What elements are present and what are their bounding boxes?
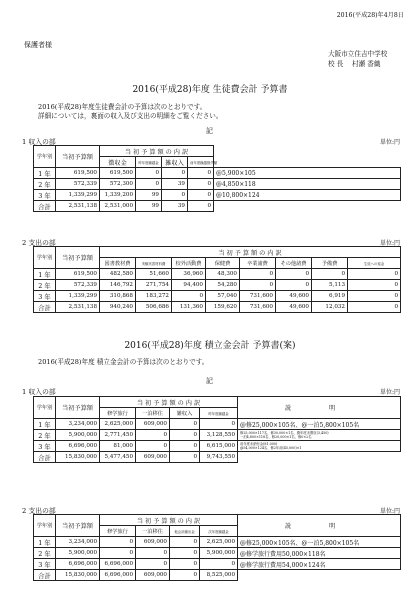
breakdown-header: 当 初 予 算 額 の 内 訳 — [100, 515, 238, 526]
value-cell: 482,580 — [100, 269, 136, 280]
total-label: 合計 — [34, 201, 56, 212]
principal-name: 校 長 村瀬 香織 — [328, 60, 381, 68]
total-label: 合計 — [34, 570, 56, 581]
school-info — [328, 49, 387, 69]
value-cell: 1,339,200 — [100, 190, 136, 201]
value-cell: 0 — [100, 537, 136, 548]
value-cell: 0 — [348, 291, 401, 302]
value-cell: 0 — [170, 452, 200, 463]
value-cell: 81,000 — [100, 441, 136, 452]
col-school-trip: 修学旅行 — [100, 526, 136, 537]
col-misc-income: 雑収入 — [162, 157, 188, 168]
intro-paragraph-1 — [38, 103, 223, 121]
year-cell: 1 年 — [34, 168, 56, 179]
col-carryover: 昨年度繰越金 — [200, 408, 238, 419]
value-cell: 2,531,138 — [56, 302, 100, 313]
value-cell: 3,234,000 — [56, 537, 100, 548]
table-total-row — [34, 302, 401, 313]
value-cell: 5,900,000 — [56, 548, 100, 559]
year-header: 学年別 — [34, 515, 56, 537]
section-expense-label-2: 2 支出の部 — [22, 507, 56, 515]
year-cell: 2 年 — [34, 280, 56, 291]
title-reserve-budget: 2016(平成28)年度 積立金会計 予算書(案) — [124, 341, 296, 351]
initial-budget-header: 当初予算額 — [56, 397, 100, 419]
value-cell: 94,400 — [172, 280, 206, 291]
col-reserve: 予備費 — [312, 258, 348, 269]
value-cell: 49,600 — [276, 291, 312, 302]
breakdown-header: 当 初 予 算 額 の 内 訳 — [100, 247, 401, 258]
year-cell: 1 年 — [34, 537, 56, 548]
value-cell: 12,032 — [312, 302, 348, 313]
note-cell: @10,800×124 — [214, 190, 401, 201]
value-cell: 15,830,000 — [56, 570, 100, 581]
value-cell: 572,339 — [56, 280, 100, 291]
value-cell: 0 — [100, 548, 136, 559]
value-cell: 0 — [200, 419, 238, 430]
intro-line-2: 詳細については，裏面の収入及び支出の明細をご覧ください。 — [38, 112, 223, 120]
ki-label: 記 — [206, 377, 213, 385]
value-cell: 0 — [188, 179, 214, 190]
value-cell: 0 — [170, 559, 200, 570]
value-cell: 51,660 — [136, 269, 172, 280]
explain-header — [238, 515, 401, 537]
year-cell: 3 年 — [34, 190, 56, 201]
note-cell: @修学旅行費用50,000×118名 — [238, 548, 401, 559]
value-cell: 183,272 — [136, 291, 172, 302]
value-cell: 609,000 — [136, 419, 170, 430]
intro-paragraph-2: 2016(平成28)年度 積立金会計の予算は次のとおりです。 — [38, 358, 209, 366]
value-cell: 3,234,000 — [56, 419, 100, 430]
value-cell: 0 — [170, 548, 200, 559]
table-row — [34, 419, 401, 430]
expense-table-reserve — [33, 514, 401, 581]
value-cell: 99 — [136, 190, 162, 201]
value-cell: 0 — [240, 269, 276, 280]
col-health: 保健費 — [206, 258, 240, 269]
table-header-row — [34, 397, 401, 408]
total-label: 合計 — [34, 302, 56, 313]
section-expense-label: 2 支出の部 — [22, 239, 56, 247]
ki-label: 記 — [206, 127, 213, 135]
value-cell: 0 — [348, 302, 401, 313]
note-cell: @4,850×118 — [214, 179, 401, 190]
col-carryover: 昨年度繰越金 — [136, 157, 162, 168]
value-cell: 6,615,000 — [200, 441, 238, 452]
value-cell: 49,600 — [276, 302, 312, 313]
table-header-row — [34, 247, 401, 258]
value-cell: 5,900,000 — [200, 548, 238, 559]
value-cell: 0 — [312, 269, 348, 280]
value-cell: 5,113 — [312, 280, 348, 291]
value-cell: 9,743,550 — [200, 452, 238, 463]
value-cell: 0 — [136, 430, 170, 441]
value-cell: 1,339,299 — [56, 291, 100, 302]
value-cell: 0 — [162, 168, 188, 179]
value-cell: 57,040 — [206, 291, 240, 302]
table-total-row — [34, 201, 401, 212]
value-cell: 619,500 — [100, 168, 136, 179]
unit-label: 単位:円 — [379, 240, 400, 247]
value-cell: 5,900,000 — [56, 430, 100, 441]
table-row — [34, 559, 401, 570]
value-cell: 609,000 — [136, 570, 170, 581]
value-cell: 0 — [348, 280, 401, 291]
value-cell: 0 — [136, 168, 162, 179]
intro-line-1: 2016(平成28)年度生徒費会計の予算は次のとおりです。 — [38, 103, 207, 111]
value-cell: 0 — [170, 441, 200, 452]
value-cell: 0 — [136, 441, 170, 452]
value-cell: 0 — [188, 190, 214, 201]
col-misc-income: 雑収入 — [170, 408, 200, 419]
col-next-carryover: 次年度繰越金 — [200, 526, 238, 537]
value-cell: 48,300 — [206, 269, 240, 280]
title-student-fee-budget: 2016(平成28)年度 生徒費会計 予算書 — [132, 85, 288, 95]
value-cell: 6,696,000 — [56, 441, 100, 452]
value-cell: 3,128,550 — [200, 430, 238, 441]
value-cell: 0 — [162, 190, 188, 201]
value-cell: 6,696,000 — [100, 570, 136, 581]
year-cell: 1 年 — [34, 419, 56, 430]
col-lab-materials: 実験実習材料費 — [136, 258, 172, 269]
table-row — [34, 537, 401, 548]
col-school-trip: 修学旅行 — [100, 408, 136, 419]
initial-budget-header: 当初予算額 — [56, 146, 100, 168]
value-cell: 572,300 — [100, 179, 136, 190]
value-cell: 0 — [172, 291, 206, 302]
year-cell: 3 年 — [34, 441, 56, 452]
note-cell: @修25,000×105名、@一泊5,800×105名 — [238, 537, 401, 548]
value-cell: 2,531,000 — [100, 201, 136, 212]
col-other: その他諸費 — [276, 258, 312, 269]
value-cell: 0 — [136, 559, 170, 570]
initial-cell: 1,339,299 — [56, 190, 100, 201]
total-label: 合計 — [34, 452, 56, 463]
value-cell: 609,000 — [136, 537, 170, 548]
value-cell: 609,000 — [136, 452, 170, 463]
year-cell: 2 年 — [34, 548, 56, 559]
table-total-row — [34, 570, 401, 581]
note-cell: @修学旅行費用54,000×124名 — [238, 559, 401, 570]
initial-cell: 572,339 — [56, 179, 100, 190]
breakdown-header: 当 初 予 算 額 の 内 訳 — [100, 397, 238, 408]
value-cell: 39 — [162, 179, 188, 190]
table-row — [34, 280, 401, 291]
section-income-label-2: 1 収入の部 — [22, 388, 56, 396]
year-cell: 2 年 — [34, 179, 56, 190]
year-cell: 1 年 — [34, 269, 56, 280]
note-cell: @5,900×105 — [214, 168, 401, 179]
value-cell: 619,500 — [56, 269, 100, 280]
value-cell: 0 — [240, 280, 276, 291]
value-cell: 39 — [162, 201, 188, 212]
table-row — [34, 179, 401, 190]
unit-label: 単位:円 — [379, 389, 400, 396]
value-cell: 2,625,000 — [200, 537, 238, 548]
value-cell: 146,792 — [100, 280, 136, 291]
initial-budget-header: 当初予算額 — [56, 515, 100, 537]
value-cell: 731,600 — [240, 302, 276, 313]
value-cell: 0 — [188, 168, 214, 179]
value-cell: 5,477,450 — [100, 452, 136, 463]
value-cell: 0 — [276, 280, 312, 291]
col-overnight: 一泊移住 — [136, 526, 170, 537]
value-cell: 2,625,000 — [100, 419, 136, 430]
breakdown-header: 当 初 予 算 額 の 内 訳 — [100, 146, 214, 157]
value-cell: 0 — [170, 537, 200, 548]
value-cell: 0 — [348, 269, 401, 280]
table-header-row — [34, 146, 401, 157]
col-books: 図書教材費 — [100, 258, 136, 269]
table-row — [34, 291, 401, 302]
table-row — [34, 441, 401, 452]
value-cell: 310,868 — [100, 291, 136, 302]
income-table-reserve — [33, 396, 401, 463]
col-graduation: 卒業諸費 — [240, 258, 276, 269]
income-table-student-fee — [33, 145, 401, 212]
issue-date: 2016(平成28)年4月8日 — [336, 12, 404, 19]
greeting: 保護者様 — [24, 41, 52, 49]
value-cell: 6,696,000 — [56, 559, 100, 570]
note-cell: 修25,000×117名、修30,000×1名、費年度未徴収(3,450) 一泊4,800×118名、修20,000×1名、修0×2名 — [238, 430, 401, 441]
table-total-row — [34, 452, 401, 463]
table-row — [34, 430, 401, 441]
col-collection: 徴収金 — [100, 157, 136, 168]
year-header: 学年別 — [34, 247, 56, 269]
year-header: 学年別 — [34, 397, 56, 419]
school-name: 大阪市立住吉中学校 — [328, 50, 388, 58]
initial-cell: 2,531,138 — [56, 201, 100, 212]
col-outdoor: 校外活動費 — [172, 258, 206, 269]
value-cell: 0 — [188, 201, 214, 212]
initial-cell: 619,500 — [56, 168, 100, 179]
value-cell: 131,360 — [172, 302, 206, 313]
col-transfer-out: 他会計繰出金 — [170, 526, 200, 537]
value-cell: 0 — [136, 179, 162, 190]
initial-budget-header: 当初予算額 — [56, 247, 100, 269]
unit-label: 単位:円 — [379, 508, 400, 515]
year-cell: 3 年 — [34, 559, 56, 570]
year-cell: 3 年 — [34, 291, 56, 302]
note-cell: @修25,000×105名、@一泊5,800×105名 — [238, 419, 401, 430]
value-cell: 99 — [136, 201, 162, 212]
expense-table-student-fee — [33, 246, 401, 313]
explain-header — [238, 397, 401, 419]
value-cell: 54,280 — [206, 280, 240, 291]
value-cell: 271,754 — [136, 280, 172, 291]
value-cell: 0 — [136, 548, 170, 559]
explain-label: 説 明 — [284, 405, 354, 412]
table-row — [34, 190, 401, 201]
col-overnight: 一泊移住 — [136, 408, 170, 419]
year-header: 学年別 — [34, 146, 56, 168]
value-cell: 0 — [276, 269, 312, 280]
value-cell: 0 — [170, 430, 200, 441]
value-cell: 6,696,000 — [100, 559, 136, 570]
year-cell: 2 年 — [34, 430, 56, 441]
unit-label: 単位:円 — [379, 139, 400, 146]
table-row — [34, 548, 401, 559]
value-cell: 0 — [170, 419, 200, 430]
col-refund: 生徒への返金 — [348, 258, 401, 269]
value-cell: 2,771,450 — [100, 430, 136, 441]
value-cell: 940,240 — [100, 302, 136, 313]
note-cell: 前年度未納付金(81,000) @54,000×124名、修2年前(45,000)×1 — [238, 441, 401, 452]
value-cell: 506,686 — [136, 302, 172, 313]
section-income-label: 1 収入の部 — [22, 138, 56, 146]
value-cell: 0 — [170, 570, 200, 581]
table-row — [34, 168, 401, 179]
table-header-row — [34, 515, 401, 526]
value-cell: 36,960 — [172, 269, 206, 280]
value-cell: 8,525,000 — [200, 570, 238, 581]
col-prior-loss: 前年度繰越損失額 — [188, 157, 214, 168]
value-cell: 159,620 — [206, 302, 240, 313]
value-cell: 0 — [200, 559, 238, 570]
value-cell: 15,830,000 — [56, 452, 100, 463]
value-cell: 731,600 — [240, 291, 276, 302]
explain-label: 説 明 — [284, 523, 354, 530]
value-cell: 6,919 — [312, 291, 348, 302]
table-row — [34, 269, 401, 280]
